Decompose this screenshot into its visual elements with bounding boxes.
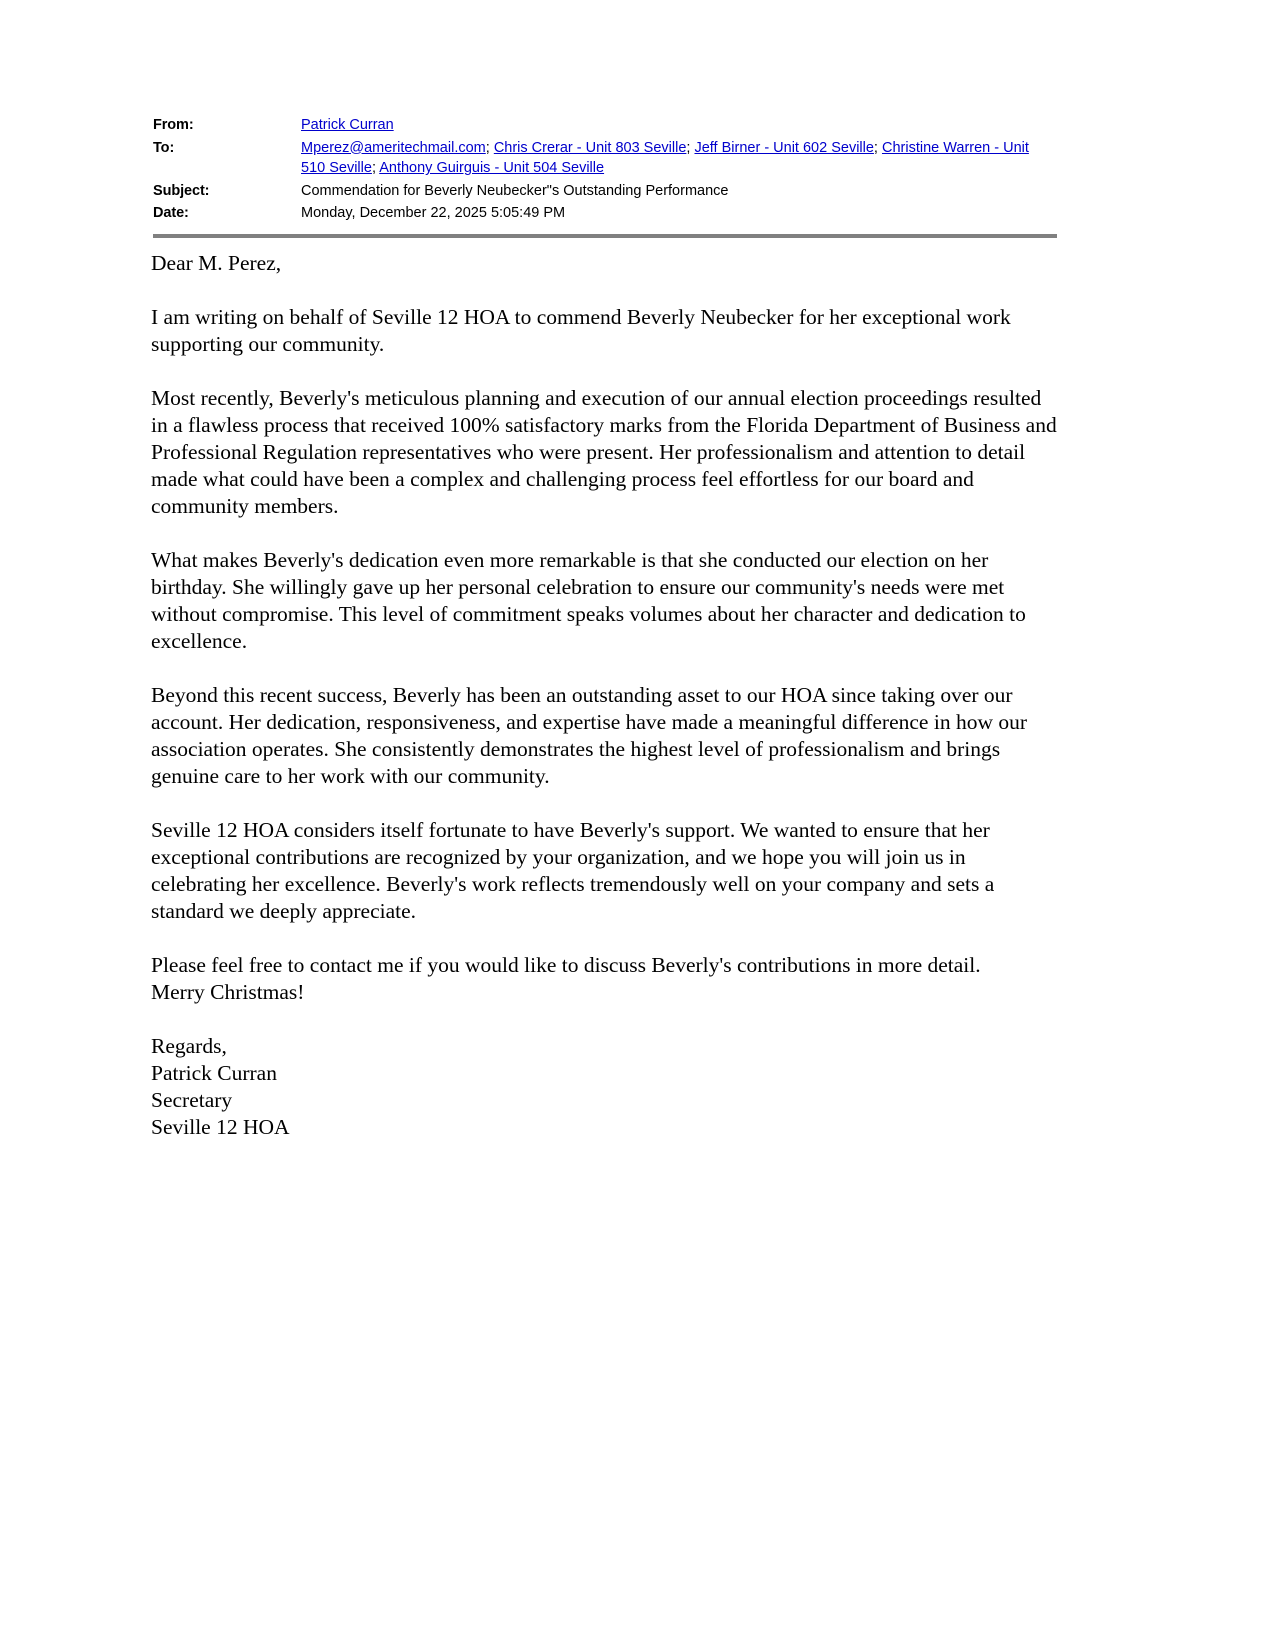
body-paragraph-1: I am writing on behalf of Seville 12 HOA to commend Beverly Neubecker for her exceptional work supporting our community. <box>151 305 1011 356</box>
to-recipient-link[interactable]: Mperez@ameritechmail.com <box>301 139 486 156</box>
header-row-subject <box>153 181 1057 204</box>
greeting-line: Merry Christmas! <box>151 980 305 1004</box>
recipient-separator: ; <box>873 139 882 156</box>
salutation: Dear M. Perez, <box>151 251 282 275</box>
body-paragraph-4: Beyond this recent success, Beverly has been an outstanding asset to our HOA since taking over our account. Her dedication, responsiveness, and expertise have made a meaningful difference in how our association operates. She consistently demonstrates the highest level of professionalism and brings genuine care to her work with our community. <box>151 683 1027 788</box>
from-recipient-link[interactable]: Patrick Curran <box>301 117 394 133</box>
closing-request-line: Please feel free to contact me if you would like to discuss Beverly's contributions in more detail. <box>151 953 981 977</box>
closing-paragraph <box>151 952 1059 1006</box>
date-label: Date: <box>153 205 189 222</box>
to-value <box>301 138 1057 181</box>
body-paragraph-3: What makes Beverly's dedication even more remarkable is that she conducted our election on her birthday. She willingly gave up her personal celebration to ensure our community's needs were met without compromise. This level of commitment speaks volumes about her character and dedication to excellence. <box>151 548 1026 653</box>
to-label: To: <box>153 139 175 156</box>
recipient-separator: ; <box>485 139 494 156</box>
signature-block <box>151 1033 1059 1141</box>
signature-name: Patrick Curran <box>151 1061 277 1085</box>
to-recipient-link[interactable]: Jeff Birner - Unit 602 Seville <box>694 139 874 156</box>
signoff-line: Regards, <box>151 1034 227 1058</box>
email-header-table <box>153 115 1057 226</box>
to-recipient-link[interactable]: Anthony Guirguis - Unit 504 Seville <box>379 160 605 177</box>
date-value: Monday, December 22, 2025 5:05:49 PM <box>301 205 566 222</box>
header-row-to <box>153 138 1057 181</box>
to-recipient-list <box>301 140 1029 177</box>
subject-value: Commendation for Beverly Neubecker"s Outstanding Performance <box>301 182 729 199</box>
body-paragraph-2: Most recently, Beverly's meticulous planning and execution of our annual election proceedings resulted in a flawless process that received 100% satisfactory marks from the Florida Department of Business and Professional Regulation representatives who were present. Her professionalism and attention to detail made what could have been a complex and challenging process feel effortless for our board and community members. <box>151 386 1057 518</box>
from-value <box>301 115 1057 138</box>
to-recipient-link[interactable]: Christine Warren - Unit 510 Seville <box>301 139 1029 177</box>
signature-title: Secretary <box>151 1088 233 1112</box>
header-separator-rule <box>153 234 1057 238</box>
email-header <box>153 115 1057 226</box>
header-row-date <box>153 203 1057 226</box>
recipient-separator: ; <box>371 160 380 177</box>
to-recipient-link[interactable]: Chris Crerar - Unit 803 Seville <box>493 139 687 156</box>
subject-label: Subject: <box>153 182 210 199</box>
signature-org: Seville 12 HOA <box>151 1115 290 1139</box>
email-body <box>151 250 1059 1141</box>
from-label: From: <box>153 117 194 133</box>
header-row-from <box>153 115 1057 138</box>
body-paragraph-5: Seville 12 HOA considers itself fortunate to have Beverly's support. We wanted to ensure that her exceptional contributions are recognized by your organization, and we hope you will join us in celebrating her excellence. Beverly's work reflects tremendously well on your company and sets a standard we deeply appreciate. <box>151 818 995 923</box>
recipient-separator: ; <box>686 139 695 156</box>
